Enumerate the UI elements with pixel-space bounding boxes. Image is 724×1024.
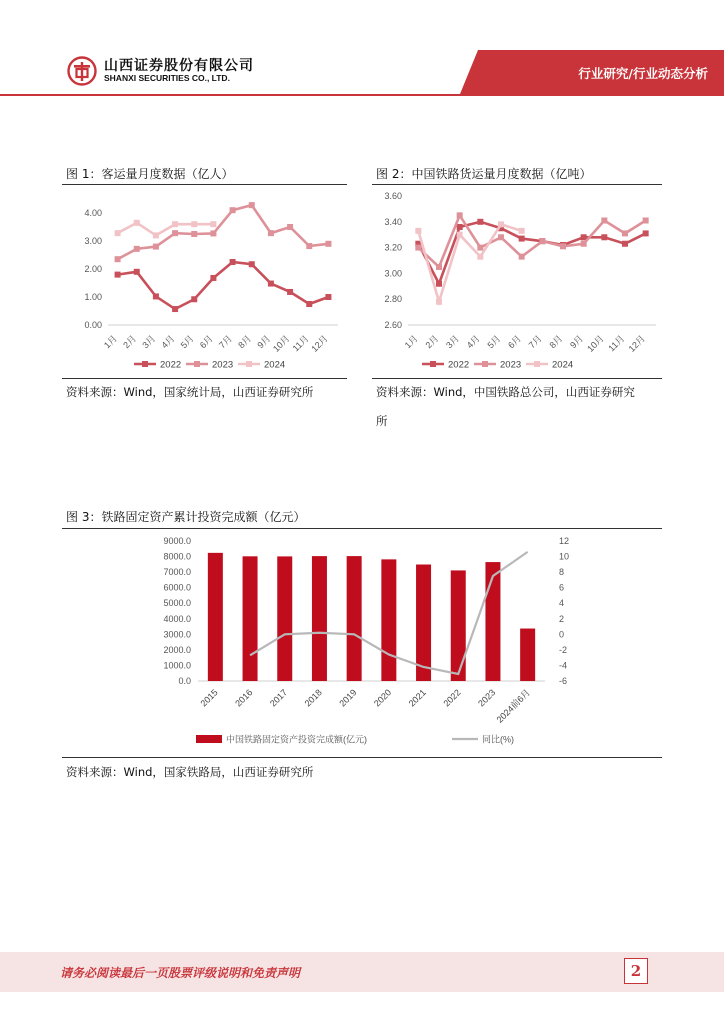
x-tick-label: 12月 bbox=[626, 333, 648, 354]
x-tick-label: 3月 bbox=[444, 333, 462, 351]
legend-label: 2022 bbox=[448, 359, 470, 371]
data-point-2022 bbox=[601, 234, 607, 240]
x-tick-label: 1月 bbox=[102, 333, 119, 351]
y-tick-label: 3000.0 bbox=[163, 629, 191, 640]
bar bbox=[208, 553, 223, 681]
data-point-2023 bbox=[477, 245, 483, 251]
y-tick-label: 3.00 bbox=[384, 268, 402, 279]
bar bbox=[381, 559, 396, 681]
data-point-2022 bbox=[436, 281, 442, 287]
x-tick-label: 2016 bbox=[233, 687, 255, 709]
x-tick-label: 6月 bbox=[197, 333, 215, 351]
y2-tick-label: -4 bbox=[559, 660, 568, 671]
data-point-2022 bbox=[519, 236, 525, 242]
data-point-2024 bbox=[153, 232, 159, 238]
figure2-source-line2: 所 bbox=[376, 414, 388, 428]
data-point-2023 bbox=[436, 264, 442, 270]
page-number: 2 bbox=[624, 958, 648, 984]
header-rule bbox=[0, 94, 724, 96]
y-tick-label: 2.00 bbox=[84, 264, 102, 274]
data-point-2023 bbox=[172, 230, 178, 236]
y2-tick-label: 12 bbox=[559, 536, 570, 546]
data-point-2023 bbox=[115, 256, 121, 262]
x-tick-label: 2023 bbox=[476, 687, 498, 709]
figure3-bottom-rule bbox=[62, 757, 662, 758]
x-tick-label: 2015 bbox=[198, 687, 220, 709]
x-tick-label: 2021 bbox=[406, 687, 428, 709]
figure1-top-rule bbox=[62, 184, 347, 185]
data-point-2022 bbox=[230, 259, 236, 265]
y2-tick-label: 0 bbox=[559, 629, 565, 640]
data-point-2024 bbox=[134, 220, 140, 226]
figure2-title: 图 2：中国铁路货运量月度数据（亿吨） bbox=[376, 167, 592, 181]
bar bbox=[277, 556, 292, 681]
x-tick-label: 8月 bbox=[236, 333, 254, 351]
x-tick-label: 7月 bbox=[526, 333, 544, 351]
data-point-2022 bbox=[134, 269, 140, 275]
data-point-2023 bbox=[560, 243, 566, 249]
data-point-2024 bbox=[210, 221, 216, 227]
data-point-2023 bbox=[601, 218, 607, 224]
legend-label: 2023 bbox=[212, 359, 234, 371]
data-point-2023 bbox=[230, 207, 236, 213]
data-point-2024 bbox=[477, 254, 483, 260]
bar bbox=[312, 556, 327, 681]
y2-tick-label: 2 bbox=[559, 613, 565, 624]
bar bbox=[451, 570, 466, 681]
x-tick-label: 9月 bbox=[255, 333, 273, 351]
data-point-2024 bbox=[172, 221, 178, 227]
data-point-2022 bbox=[622, 241, 628, 247]
figure2-top-rule bbox=[372, 184, 662, 185]
data-point-2023 bbox=[191, 231, 197, 237]
header-band-slant bbox=[460, 50, 478, 94]
y-tick-label: 7000.0 bbox=[163, 567, 191, 578]
data-point-2024 bbox=[457, 232, 463, 238]
y-tick-label: 3.60 bbox=[384, 191, 402, 201]
data-point-2023 bbox=[457, 212, 463, 218]
figure3-title: 图 3：铁路固定资产累计投资完成额（亿元） bbox=[66, 510, 306, 524]
data-point-2022 bbox=[172, 306, 178, 312]
x-tick-label: 2018 bbox=[302, 687, 324, 709]
y-tick-label: 3.40 bbox=[384, 216, 402, 227]
x-tick-label: 3月 bbox=[140, 333, 158, 351]
data-point-2022 bbox=[306, 301, 312, 307]
data-point-2023 bbox=[306, 243, 312, 249]
figure1-source: 资料来源：Wind，国家统计局，山西证券研究所 bbox=[66, 385, 314, 399]
data-point-2022 bbox=[268, 281, 274, 287]
data-point-2024 bbox=[436, 299, 442, 305]
data-point-2024 bbox=[115, 230, 121, 236]
data-point-2023 bbox=[210, 230, 216, 236]
bar bbox=[243, 556, 258, 681]
x-tick-label: 10月 bbox=[270, 333, 292, 354]
x-tick-label: 4月 bbox=[159, 333, 177, 351]
bar bbox=[347, 556, 362, 681]
company-name-cn: 山西证券股份有限公司 bbox=[104, 58, 254, 74]
y-tick-label: 5000.0 bbox=[163, 598, 191, 609]
data-point-2023 bbox=[287, 224, 293, 230]
data-point-2024 bbox=[519, 228, 525, 234]
figure1-chart bbox=[62, 188, 348, 374]
y-tick-label: 0.00 bbox=[84, 320, 102, 330]
data-point-2022 bbox=[581, 234, 587, 240]
data-point-2023 bbox=[539, 238, 545, 244]
legend-marker-2023 bbox=[482, 361, 488, 367]
legend-marker-2024 bbox=[534, 361, 540, 367]
data-point-2022 bbox=[115, 272, 121, 278]
x-tick-label: 6月 bbox=[506, 333, 524, 351]
section-label: 行业研究/行业动态分析 bbox=[578, 66, 708, 81]
y-tick-label: 1.00 bbox=[84, 292, 102, 302]
x-tick-label: 9月 bbox=[568, 333, 586, 351]
data-point-2022 bbox=[325, 294, 331, 300]
x-tick-label: 11月 bbox=[290, 333, 311, 354]
x-tick-label: 2月 bbox=[121, 333, 139, 351]
y-tick-label: 4.00 bbox=[84, 208, 102, 218]
company-logo-icon bbox=[67, 56, 97, 86]
x-tick-label: 2019 bbox=[337, 687, 359, 709]
data-point-2023 bbox=[519, 254, 525, 260]
x-tick-label: 10月 bbox=[585, 333, 606, 354]
data-point-2022 bbox=[457, 224, 463, 230]
y2-tick-label: 6 bbox=[559, 582, 565, 593]
legend-label: 2024 bbox=[552, 359, 574, 371]
figure2-chart bbox=[372, 188, 662, 374]
data-point-2023 bbox=[415, 245, 421, 251]
y-tick-label: 8000.0 bbox=[163, 551, 191, 562]
bar bbox=[416, 565, 431, 681]
data-point-2023 bbox=[249, 202, 255, 208]
x-tick-label: 2017 bbox=[267, 687, 290, 709]
x-tick-label: 11月 bbox=[606, 333, 627, 354]
x-tick-label: 1月 bbox=[402, 333, 420, 351]
x-tick-label: 12月 bbox=[309, 333, 330, 354]
company-name-en: SHANXI SECURITIES CO., LTD. bbox=[104, 73, 230, 83]
x-tick-label: 2月 bbox=[423, 333, 441, 351]
data-point-2023 bbox=[643, 218, 649, 224]
figure3-top-rule bbox=[62, 528, 662, 529]
legend-marker-2023 bbox=[194, 361, 200, 367]
figure1-title: 图 1：客运量月度数据（亿人） bbox=[66, 167, 234, 181]
y-tick-label: 9000.0 bbox=[163, 536, 191, 546]
y-tick-label: 1000.0 bbox=[163, 660, 191, 671]
y-tick-label: 4000.0 bbox=[163, 613, 191, 624]
figure2-source-line1: 资料来源：Wind，中国铁路总公司，山西证券研究 bbox=[376, 385, 635, 399]
y2-tick-label: -6 bbox=[559, 676, 568, 686]
legend-label: 2023 bbox=[500, 359, 522, 371]
legend-marker-2024 bbox=[246, 361, 252, 367]
y-tick-label: 3.00 bbox=[84, 236, 102, 246]
data-point-2022 bbox=[191, 296, 197, 302]
y-tick-label: 2.80 bbox=[384, 294, 402, 305]
y-tick-label: 3.20 bbox=[384, 242, 402, 253]
data-point-2024 bbox=[415, 228, 421, 234]
data-point-2022 bbox=[477, 219, 483, 225]
data-point-2023 bbox=[581, 241, 587, 247]
y2-tick-label: -2 bbox=[559, 644, 568, 655]
figure2-bottom-rule bbox=[372, 378, 662, 379]
legend-swatch-investment bbox=[196, 735, 222, 743]
figure1-bottom-rule bbox=[62, 378, 347, 379]
y2-tick-label: 4 bbox=[559, 598, 565, 609]
y-tick-label: 0.0 bbox=[178, 676, 191, 686]
data-point-2022 bbox=[249, 261, 255, 267]
data-point-2024 bbox=[191, 221, 197, 227]
x-tick-label: 2024前6月 bbox=[494, 687, 533, 725]
x-tick-label: 7月 bbox=[217, 333, 234, 351]
y-tick-label: 2000.0 bbox=[163, 644, 191, 655]
data-point-2024 bbox=[498, 221, 504, 227]
legend-label-yoy: 同比(%) bbox=[482, 734, 514, 745]
y-tick-label: 2.60 bbox=[384, 320, 402, 330]
data-point-2023 bbox=[153, 244, 159, 250]
data-point-2022 bbox=[287, 289, 293, 295]
legend-label: 2022 bbox=[160, 359, 182, 371]
x-tick-label: 2020 bbox=[372, 687, 394, 709]
data-point-2022 bbox=[153, 293, 159, 299]
figure3-chart bbox=[140, 532, 600, 754]
data-point-2023 bbox=[622, 230, 628, 236]
data-point-2023 bbox=[134, 246, 140, 252]
y2-tick-label: 10 bbox=[559, 551, 570, 562]
x-tick-label: 2022 bbox=[441, 687, 463, 709]
x-tick-label: 4月 bbox=[464, 333, 482, 351]
data-point-2023 bbox=[498, 234, 504, 240]
bar bbox=[520, 629, 535, 681]
legend-marker-2022 bbox=[142, 361, 148, 367]
y2-tick-label: 8 bbox=[559, 567, 565, 578]
x-tick-label: 5月 bbox=[485, 333, 503, 351]
figure3-source: 资料来源：Wind，国家铁路局，山西证券研究所 bbox=[66, 765, 314, 779]
footer-disclaimer: 请务必阅读最后一页股票评级说明和免责声明 bbox=[60, 966, 301, 980]
bar bbox=[485, 562, 500, 681]
x-tick-label: 8月 bbox=[547, 333, 565, 351]
data-point-2022 bbox=[643, 230, 649, 236]
legend-label-investment: 中国铁路固定资产投资完成额(亿元) bbox=[226, 734, 367, 745]
data-point-2023 bbox=[325, 241, 331, 247]
y-tick-label: 6000.0 bbox=[163, 582, 191, 593]
legend-marker-2022 bbox=[430, 361, 436, 367]
data-point-2023 bbox=[268, 230, 274, 236]
series-line-2022 bbox=[118, 262, 329, 309]
legend-label: 2024 bbox=[264, 359, 286, 371]
x-tick-label: 5月 bbox=[178, 333, 196, 351]
data-point-2022 bbox=[210, 275, 216, 281]
